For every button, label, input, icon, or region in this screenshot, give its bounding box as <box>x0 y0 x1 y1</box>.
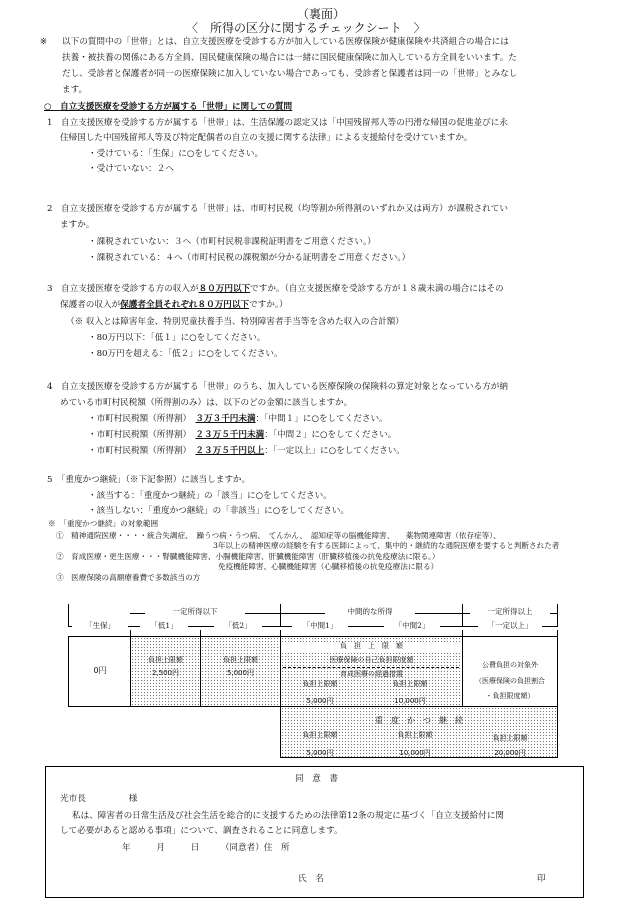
severe-title: 重 度 か つ 継 続 <box>375 716 463 725</box>
group-label-low: 一定所得以下 <box>145 607 245 617</box>
note-line: ます。 <box>62 85 88 95</box>
consent-body: 私は、障害者の日常生活及び社会生活を総合的に支援するための法律第12条の規定に基づく「自立支援給付に関 <box>72 811 505 821</box>
question-2-line: 2 自立支援医療を受診する方が属する「世帯」は、市町村民税（均等割か所得割のいずれか又は両方）が課税されてい <box>47 204 508 214</box>
severe-mid2-amount: 10,000円 <box>399 749 431 757</box>
seal-mark: 印 <box>537 874 546 884</box>
mid1-amount: 5,000円 <box>306 697 334 705</box>
mid1-label: 負担上限額 <box>302 680 338 688</box>
category-seiho: 「生保」 <box>72 621 128 631</box>
severe-mid1-label: 負担上限額 <box>302 731 338 739</box>
section-heading: ○ 自立支援医療を受診する方が属する「世帯」に関しての質問 <box>44 102 293 112</box>
question-3-option: ・80万円以下：「低１」に○をしてください。 <box>88 333 266 343</box>
question-5-option: ・該当する：「重度かつ継続」の「該当」に○をしてください。 <box>88 491 332 501</box>
low2-amount: 5,000円 <box>226 669 255 677</box>
question-1-line: 住帰国した中国残留邦人等及び特定配偶者の自立の支援に関する法律」による支援給付を受けていますか。 <box>60 133 473 143</box>
chart-boundary <box>280 604 281 626</box>
scope-item-1-cont: 3年以上の精神医療の経験を有する医師によって、集中的・継続的な通院医療を要すると判断された者 <box>213 541 560 550</box>
question-4-line: めている市町村民税額（所得割のみ）は、以下のどの金額に該当しますか。 <box>60 398 353 408</box>
low1-label: 負担上限額 <box>148 656 183 664</box>
mid-dashed-line <box>283 667 459 668</box>
severe-high-amount: 20,000円 <box>494 749 526 757</box>
category-low1: 「低1」 <box>140 621 188 631</box>
severe-high-label: 負担上限額 <box>492 734 528 742</box>
mid-relief: 育成医療の経過措置 <box>340 670 403 678</box>
mid-cap-title: 負 担 上 限 額 <box>281 642 462 651</box>
seiho-amount: 0円 <box>93 666 107 675</box>
note-line: 扶養・被扶養の関係にある方全員、国民健康保険の場合には一緒に国民健康保険に加入している方全員をいいます。た <box>62 53 517 63</box>
question-4-option: ・市町村民税額（所得割） ２３万５千円以上：「一定以上」に○をしてください。 <box>88 446 405 456</box>
chart-boundary <box>462 604 463 626</box>
question-5-option: ・該当しない：「重度かつ継続」の「非該当」に○をしてください。 <box>88 506 350 516</box>
question-1-option: ・受けている：「生保」に○をしてください。 <box>88 149 264 159</box>
consent-date-address: 年 月 日 （同意者）住 所 <box>122 843 290 853</box>
question-2-line: ますか。 <box>60 220 95 230</box>
question-5-line: 5 「重度かつ継続」（※下記参照）に該当しますか。 <box>47 475 251 485</box>
consent-body: して必要があると認める事項」について、調査されることに同意します。 <box>60 826 343 836</box>
high-line-3: ・負担限度額） <box>485 692 535 700</box>
question-3-line: 3 自立支援医療を受診する方の収入が８０万円以下ですか。（自立支援医療を受診する方が１８歳未満の場合にはその <box>47 284 504 294</box>
scope-item-2: ② 育成医療・更生医療・・・腎臓機能障害、小腸機能障害、肝臓機能障害（肝臓移植後の抗免疫療法に限る。） <box>56 552 440 561</box>
category-mid1: 「中間1」 <box>292 621 348 631</box>
note-line: だし、受診者と保護者が同一の医療保険に加入していない場合であっても、受診者と保護者は同一の「世帯」とみなし <box>62 69 518 79</box>
mid-cap-sub: 医療保険の自己負担限度額 <box>329 656 414 664</box>
question-4-option: ・市町村民税額（所得割） ２３万５千円未満：「中間２」に○をしてください。 <box>88 430 397 440</box>
category-high: 「一定以上」 <box>478 621 542 631</box>
consent-name-label: 氏 名 <box>298 874 324 884</box>
scope-title: ※ 「重度かつ継続」の対象範囲 <box>48 519 159 528</box>
question-1-line: 1 自立支援医療を受診する方が属する「世帯」は、生活保護の認定又は「中国残留邦人等の円滑な帰国の促進並びに永 <box>47 118 508 128</box>
mid2-amount: 10,000円 <box>394 697 426 705</box>
high-line-1: 公費負担の対象外 <box>482 661 538 669</box>
note-line: 以下の質問中の「世帯」とは、自立支援医療を受診する方が加入している医療保険が健康保険や共済組合の場合には <box>62 37 509 47</box>
question-1-option: ・受けていない：２へ <box>88 164 174 174</box>
low1-amount: 2,500円 <box>151 669 180 677</box>
question-3-note: （※ 収入とは障害年金、特別児童扶養手当、特別障害者手当等を含めた収入の合計額） <box>66 317 404 327</box>
chart-boundary <box>557 604 558 626</box>
question-4-option: ・市町村民税額（所得割） ３万３千円未満：「中間１」に○をしてください。 <box>88 414 388 424</box>
question-3-option: ・80万円を超える：「低２」に○をしてください。 <box>88 349 283 359</box>
severe-mid2-label: 負担上限額 <box>397 731 433 739</box>
mid2-label: 負担上限額 <box>392 680 428 688</box>
chart-boundary <box>68 604 69 626</box>
question-3-line: 保護者の収入が保護者全員それぞれ８０万円以下ですか。） <box>60 300 288 310</box>
scope-item-1: ① 精神通院医療・・・・統合失調症、 躁うつ病・うつ病、 てんかん、 認知症等の脳機能障害、 薬物関連障害（依存症等）、 <box>56 531 501 540</box>
page-side-label: （裏面） <box>297 7 346 21</box>
severe-mid1-amount: 5,000円 <box>306 749 334 757</box>
scope-item-2-cont: 免疫機能障害、心臓機能障害（心臓移植後の抗免疫療法に限る） <box>218 562 439 571</box>
consent-addressee: 光市長 様 <box>60 794 138 804</box>
page-title: 〈 所得の区分に関するチェックシート 〉 <box>186 21 426 35</box>
question-2-option: ・課税されていない：３へ（市町村民税非課税証明書をご用意ください。） <box>88 237 376 247</box>
question-2-option: ・課税されている：４へ（市町村民税の課税額が分かる証明書をご用意ください。） <box>88 253 411 263</box>
low2-label: 負担上限額 <box>223 656 258 664</box>
high-line-2: （医療保険の負担割合 <box>475 677 545 685</box>
category-low2: 「低2」 <box>214 621 262 631</box>
group-label-high: 一定所得以上 <box>470 607 550 617</box>
note-mark: ※ <box>40 37 48 47</box>
group-label-mid: 中間的な所得 <box>325 607 415 617</box>
question-4-line: 4 自立支援医療を受診する方が属する「世帯」のうち、加入している医療保険の保険料の算定対象となっている方が納 <box>47 382 508 392</box>
scope-item-3: ③ 医療保険の高額療養費で多数該当の方 <box>56 573 201 582</box>
category-mid2: 「中間2」 <box>384 621 440 631</box>
consent-title: 同 意 書 <box>295 774 338 784</box>
